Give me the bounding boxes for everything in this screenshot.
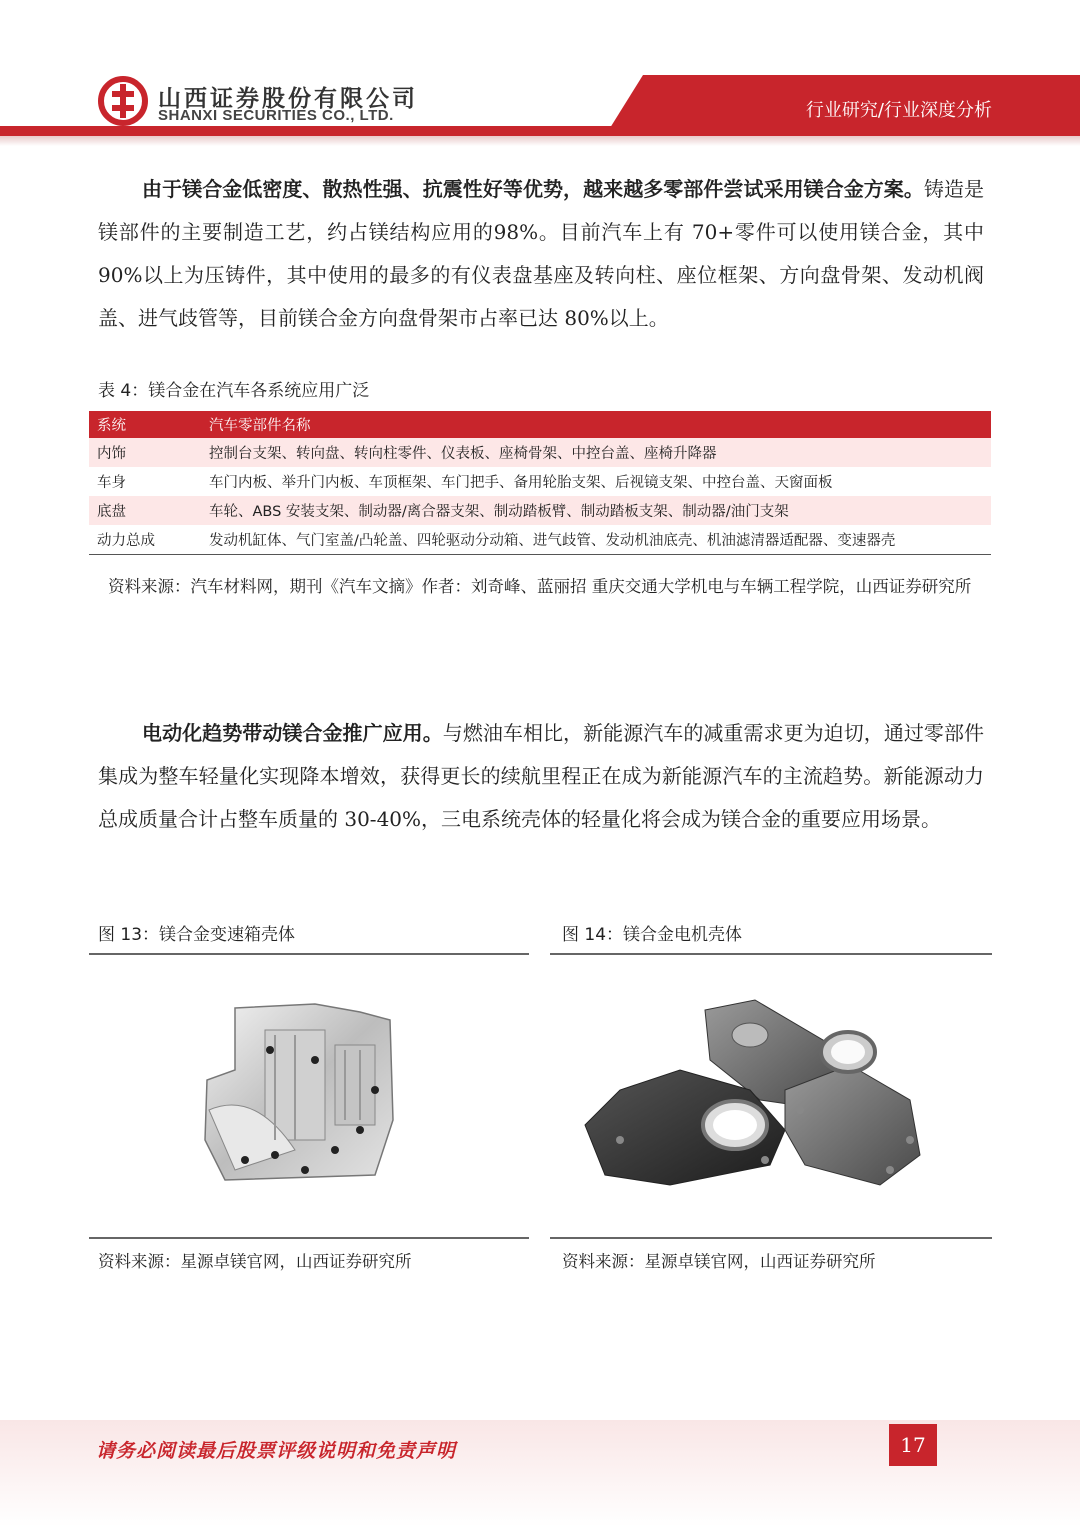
table-row [89, 438, 991, 467]
application-table [89, 411, 991, 555]
table-cell-system: 车身 [89, 467, 201, 496]
figure-13-title: 图 13：镁合金变速箱壳体 [98, 925, 296, 945]
company-name-cn: 山西证券股份有限公司 [158, 86, 418, 112]
disclaimer-link[interactable]: 请务必阅读最后股票评级说明和免责声明 [96, 1440, 457, 1462]
report-section-label: 行业研究/行业深度分析 [805, 100, 992, 121]
company-name-en: SHANXI SECURITIES CO., LTD. [158, 107, 394, 124]
header-shadow [0, 136, 1080, 146]
paragraph-body: 铸造是镁部件的主要制造工艺，约占镁结构应用的98%。目前汽车上有 70+零件可以使用镁合金，其中 90%以上为压铸件，其中使用的最多的有仪表盘基座及转向柱、座位框架、方向盘骨架、发动机阀盖、进气歧管等，目前镁合金方向盘骨架市占率已达 80%以上。 [98, 177, 985, 330]
table-cell-parts: 发动机缸体、气门室盖/凸轮盖、四轮驱动分动箱、进气歧管、发动机油底壳、机油滤清器适配器、变速器壳 [201, 525, 991, 555]
figure-13-bottom-rule [89, 1237, 529, 1239]
paragraph-lead: 电动化趋势带动镁合金推广应用。 [142, 721, 443, 745]
page-number: 17 [889, 1424, 937, 1466]
table-row [89, 467, 991, 496]
table-caption: 表 4：镁合金在汽车各系统应用广泛 [98, 381, 370, 401]
table-header-row [89, 411, 991, 438]
gearbox-housing-image [195, 990, 405, 1190]
page-header [0, 0, 1080, 150]
table-cell-system: 动力总成 [89, 525, 201, 555]
table-row [89, 525, 991, 555]
paragraph-electrification [98, 712, 984, 841]
table-cell-system: 内饰 [89, 438, 201, 467]
paragraph-magnesium-advantages [98, 168, 984, 340]
table-cell-parts: 车轮、ABS 安装支架、制动器/离合器支架、制动踏板臂、制动踏板支架、制动器/油门支架 [201, 496, 991, 525]
company-logo-icon [98, 76, 148, 126]
figure-14-bottom-rule [550, 1237, 992, 1239]
paragraph-body: 与燃油车相比，新能源汽车的减重需求更为迫切，通过零部件集成为整车轻量化实现降本增效，获得更长的续航里程正在成为新能源汽车的主流趋势。新能源动力总成质量合计占整车质量的 30-40%，三电系统壳体的轻量化将会成为镁合金的重要应用场景。 [98, 721, 985, 831]
figure-14-top-rule [550, 953, 992, 955]
table-cell-parts: 车门内板、举升门内板、车顶框架、车门把手、备用轮胎支架、后视镜支架、中控台盖、天窗面板 [201, 467, 991, 496]
figure-14-title: 图 14：镁合金电机壳体 [562, 925, 743, 945]
table-header-cell: 系统 [89, 411, 201, 438]
figure-13-top-rule [89, 953, 529, 955]
motor-housing-image [580, 990, 925, 1190]
table-source: 资料来源：汽车材料网，期刊《汽车文摘》作者：刘奇峰、蓝丽招 重庆交通大学机电与车辆工程学院，山西证券研究所 [108, 577, 972, 596]
table-cell-system: 底盘 [89, 496, 201, 525]
figure-13-source: 资料来源：星源卓镁官网，山西证券研究所 [98, 1252, 412, 1271]
figure-14-source: 资料来源：星源卓镁官网，山西证券研究所 [562, 1252, 876, 1271]
table-header-cell: 汽车零部件名称 [201, 411, 991, 438]
table-cell-parts: 控制台支架、转向盘、转向柱零件、仪表板、座椅骨架、中控台盖、座椅升降器 [201, 438, 991, 467]
table-row [89, 496, 991, 525]
paragraph-lead: 由于镁合金低密度、散热性强、抗震性好等优势，越来越多零部件尝试采用镁合金方案。 [142, 177, 924, 201]
